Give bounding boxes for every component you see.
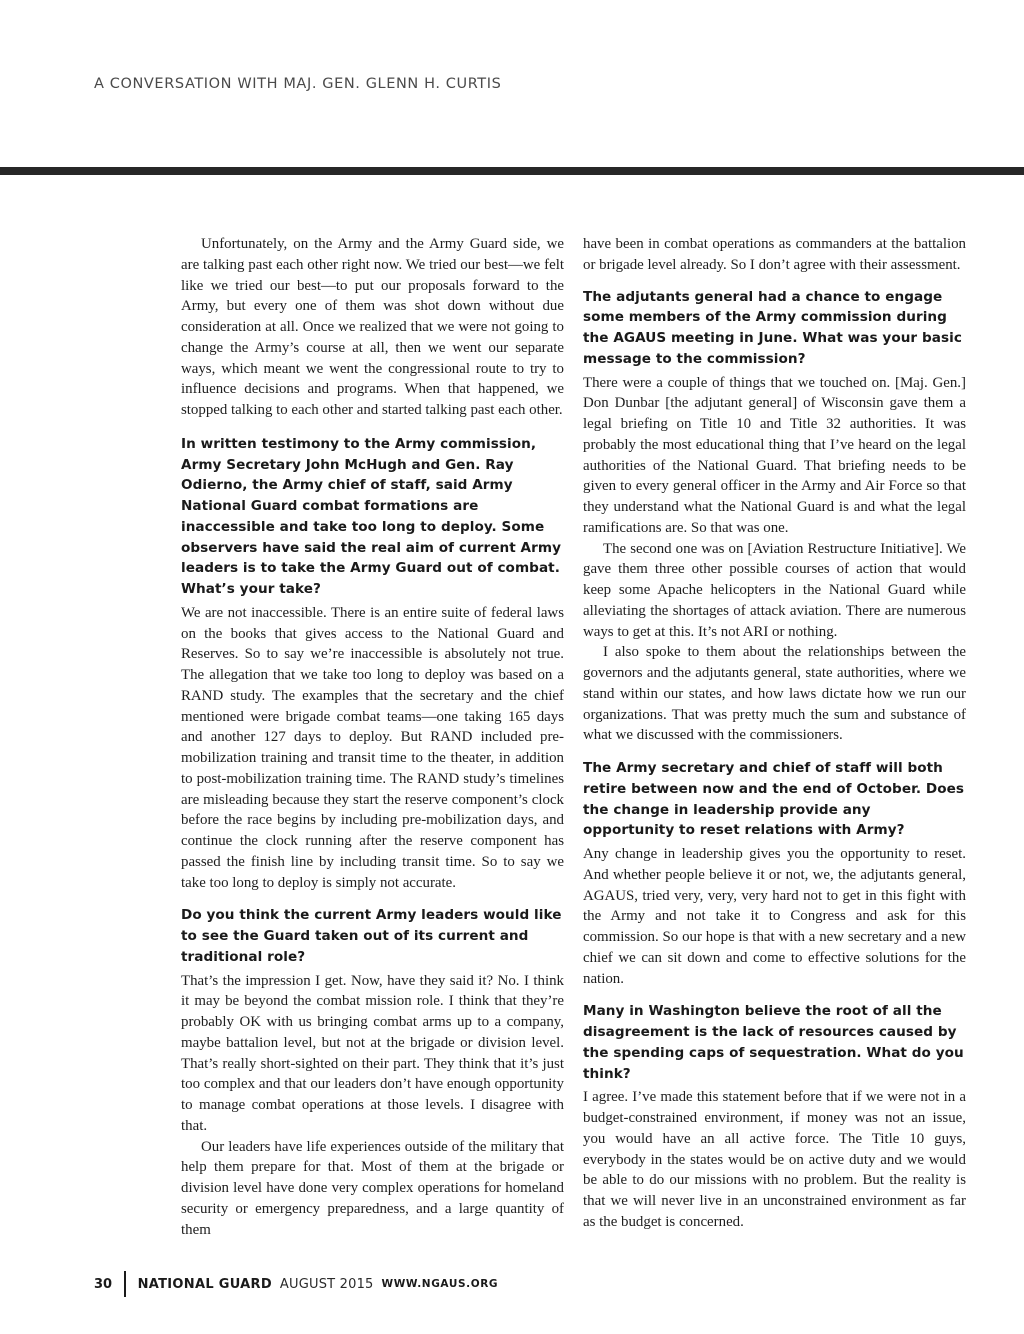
website-link[interactable]: WWW.NGAUS.ORG bbox=[381, 1278, 499, 1290]
answer-paragraph: That’s the impression I get. Now, have they said it? No. I think it may be beyond the combat mission role. I think that they’re probably OK with us bringing combat arms up to a company, maybe battalion level, but not at the brigade or division level. That’s really short-sighted on their part. They think that it’s just too complex and that our leaders don’t have enough opportunity to manage combat operations at those levels. I disagree with that. bbox=[181, 972, 564, 1134]
page-footer bbox=[94, 1272, 498, 1296]
body-paragraph: The second one was on [Aviation Restructure Initiative]. We gave them three other possible courses of action that would keep some Apache helicopters in the National Guard while alleviating the shortages of attack aviation. There are numerous ways to get at this. It’s not ARI or nothing. bbox=[583, 540, 966, 640]
answer-paragraph: There were a couple of things that we touched on. [Maj. Gen.] Don Dunbar [the adjutant general] of Wisconsin gave them a legal briefing on Title 10 and Title 32 authorities. It was probably the most educational thing that I’ve heard on the legal authorities of the National Guard. That briefing needs to be given to every general officer in the Army and Air Force so that they understand what the National Guard is and what the legal ramifications are. So that was one. bbox=[583, 374, 966, 536]
question-heading: The adjutants general had a chance to engage some members of the Army commission during the AGAUS meeting in June. What was your basic message to the commission? bbox=[583, 288, 962, 367]
left-column bbox=[181, 234, 564, 1240]
answer-paragraph: I agree. I’ve made this statement before that if we were not in a budget-constrained environment, if money was not an issue, you would have an all active force. The Title 10 guys, everybody in the states would be on active duty and we would be able to do our missions with no problem. But the reality is that we will never live in an unconstrained environment as far as the budget is concerned. bbox=[583, 1089, 966, 1230]
question-heading: The Army secretary and chief of staff will both retire between now and the end of October. Does the change in leadership provide any opportunity to reset relations with Army? bbox=[583, 760, 965, 839]
publication-name: NATIONAL GUARD bbox=[137, 1276, 272, 1292]
answer-paragraph: Any change in leadership gives you the opportunity to reset. And whether people believe it or not, we, the adjutants general, AGAUS, tried very, very, very hard not to get in this fight with the Army and not take it to Congress and ask for this commission. So our hope is that with a new secretary and a new chief we can sit down and come to effective solutions for the nation. bbox=[583, 846, 966, 987]
header-rule bbox=[0, 167, 1024, 175]
right-column bbox=[583, 234, 966, 1233]
question-heading: In written testimony to the Army commission, Army Secretary John McHugh and Gen. Ray Odierno, the Army chief of staff, said Army National Guard combat formations are inaccessible and take too long to deploy. Some observers have said the real aim of current Army leaders is to take the Army Guard out of combat. What’s your take? bbox=[181, 435, 561, 597]
body-paragraph: Our leaders have life experiences outside of the military that help them prepare for that. Most of them at the brigade or division level have done very complex operations for homeland security or emergency preparedness, and a large quantity of them bbox=[181, 1138, 564, 1238]
issue-date: AUGUST 2015 bbox=[279, 1276, 374, 1292]
running-header: A CONVERSATION WITH MAJ. GEN. GLENN H. CURTIS bbox=[94, 76, 502, 92]
question-heading: Do you think the current Army leaders would like to see the Guard taken out of its current and traditional role? bbox=[181, 907, 562, 965]
body-paragraph: have been in combat operations as commanders at the battalion or brigade level already. So I don’t agree with their assessment. bbox=[583, 236, 966, 273]
answer-paragraph: We are not inaccessible. There is an entire suite of federal laws on the books that gives access to the National Guard and Reserves. So to say we’re inaccessible is absolutely not true. The allegation that we take too long to deploy was based on a RAND study. The examples that the secretary and the chief mentioned were brigade combat teams—one taking 165 days and another 127 days to deploy. But RAND included pre-mobilization training and transit time to the theater, in addition to post-mobilization training time. The RAND study’s timelines are misleading because they start the reserve component’s clock before the race begins by including pre-mobilization days, and continue the clock running after the reserve component has passed the finish line by including transit time. So to say we take too long to deploy is simply not accurate. bbox=[181, 604, 564, 891]
body-paragraph: I also spoke to them about the relationships between the governors and the adjutants general, state authorities, where we stand within our states, and how laws dictate how we run our organizations. That was pretty much the sum and substance of what we discussed with the commissioners. bbox=[583, 644, 966, 744]
question-heading: Many in Washington believe the root of all the disagreement is the lack of resources caused by the spending caps of sequestration. What do you think? bbox=[583, 1003, 964, 1082]
body-paragraph: Unfortunately, on the Army and the Army Guard side, we are talking past each other right now. We tried our best—we felt like we tried our best—to put our proposals forward to the Army, but every one of them was shot down without due consideration at all. Once we realized that we were not going to change the Army’s course at all, then we went our separate ways, which meant we went the congressional route to try to influence decisions and programs. When that happened, we stopped talking to each other and started talking past each other. bbox=[181, 236, 564, 418]
footer-divider bbox=[124, 1271, 126, 1297]
page-number: 30 bbox=[94, 1276, 113, 1292]
